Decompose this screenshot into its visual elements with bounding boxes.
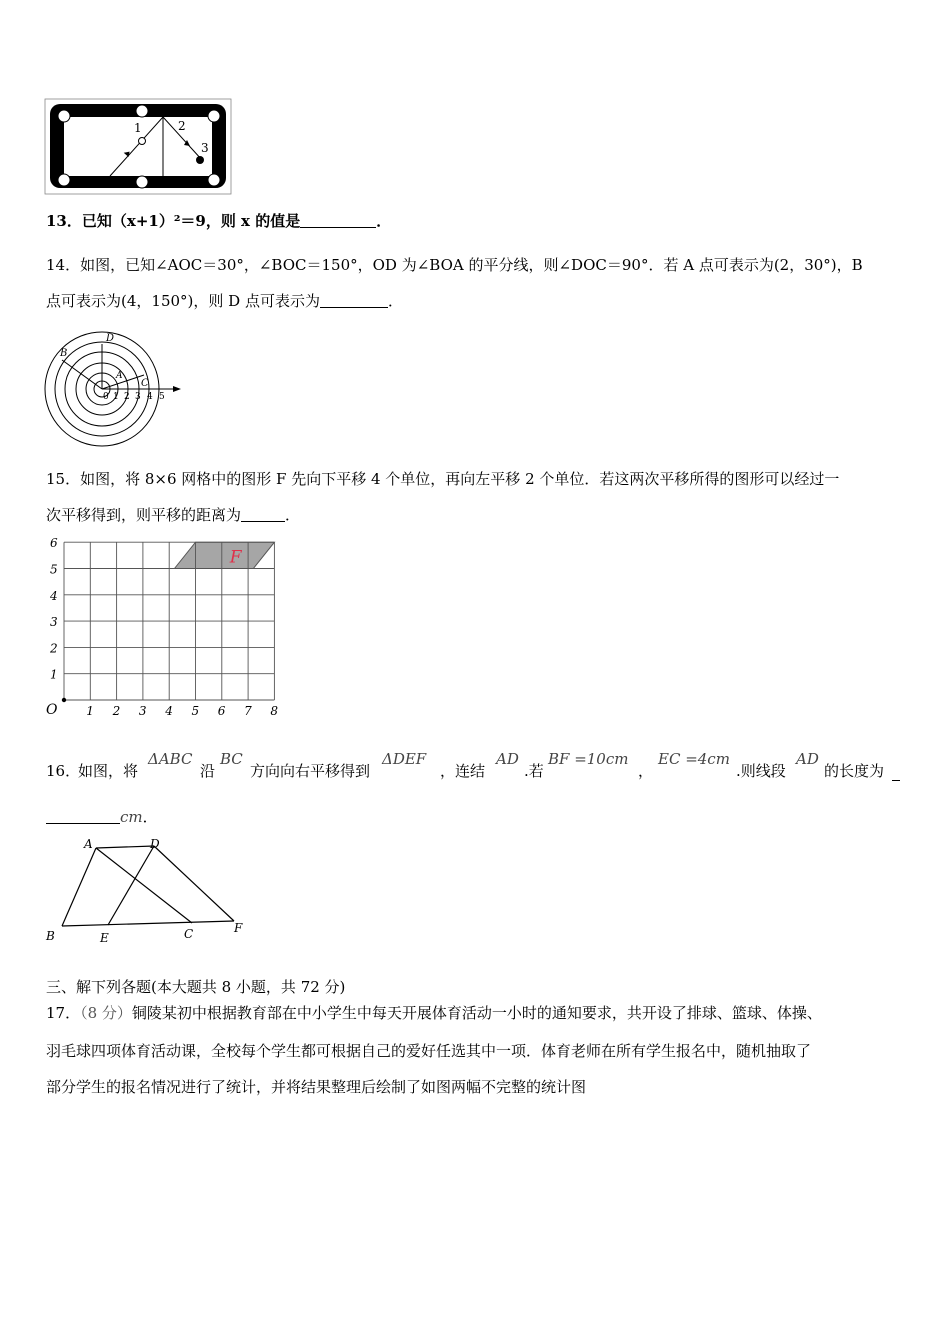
- billiard-table-figure: [44, 98, 234, 196]
- angle-label-1: 1: [134, 121, 142, 135]
- vertex-label-a: A: [84, 837, 93, 851]
- y-tick-label: 2: [50, 641, 58, 656]
- axis-label-0: 0: [103, 392, 109, 402]
- x-tick-label: 1: [86, 704, 94, 718]
- vertex-label-c: C: [184, 927, 194, 941]
- y-tick-label: 3: [50, 615, 58, 630]
- x-tick-label: 4: [165, 704, 173, 718]
- triangle-translation-figure: [44, 836, 254, 946]
- axis-label-5: 5: [159, 392, 165, 402]
- question-17-line-2: 羽毛球四项体育活动课，全校每个学生都可根据自己的爱好任选其中一项．体育老师在所有学生报名中，随机抽取了: [46, 1042, 812, 1060]
- shape-f: [174, 542, 274, 568]
- question-16-line-2: cm．: [46, 806, 158, 828]
- point-label-d: D: [106, 333, 115, 344]
- x-tick-label: 8: [270, 704, 279, 718]
- axis-label-2: 2: [124, 392, 130, 402]
- vertex-label-f: F: [234, 921, 243, 935]
- translation-grid-figure: [44, 532, 290, 720]
- axis-label-3: 3: [135, 392, 141, 402]
- question-15-line-2: 次平移得到，则平移的距离为 ．: [46, 506, 301, 524]
- question-17-line-3: 部分学生的报名情况进行了统计，并将结果整理后绘制了如图两幅不完整的统计图: [46, 1078, 587, 1096]
- angle-label-3: 3: [201, 141, 209, 155]
- x-tick-label: 6: [217, 704, 226, 718]
- vertex-label-e: E: [100, 931, 109, 945]
- answer-blank-start: [892, 764, 900, 781]
- x-tick-label: 2: [112, 704, 121, 718]
- shape-f-label: F: [229, 547, 242, 568]
- polar-coordinate-figure: [44, 330, 184, 448]
- point-label-a: A: [116, 371, 123, 381]
- y-tick-label: 6: [50, 536, 58, 551]
- origin-dot: [62, 698, 66, 702]
- y-tick-label: 5: [50, 562, 58, 577]
- answer-blank: [241, 505, 285, 522]
- y-tick-label: 4: [50, 588, 58, 603]
- question-13: 13．已知（x+1）²＝9，则 x 的值是 ．: [46, 212, 392, 230]
- point-label-b: B: [60, 348, 68, 359]
- answer-blank: [300, 211, 376, 228]
- point-label-c: C: [141, 378, 149, 389]
- axis-label-1: 1: [113, 392, 119, 402]
- y-tick-label: 1: [50, 667, 58, 682]
- x-tick-label: 5: [191, 704, 200, 718]
- question-14-line-2: 点可表示为(4，150°)，则 D 点可表示为 ．: [46, 292, 403, 310]
- question-17-line-1: 17．（8 分）铜陵某初中根据教育部在中小学生中每天开展体育活动一小时的通知要求，共开设了排球、篮球、体操、: [46, 1004, 822, 1022]
- question-14-line-1: 14．如图，已知∠AOC＝30°，∠BOC＝150°，OD 为∠BOA 的平分线，则∠DOC＝90°．若 A 点可表示为(2，30°)，B: [46, 256, 863, 274]
- x-tick-label: 3: [138, 704, 147, 718]
- section-3-title: 三、解下列各题(本大题共 8 小题，共 72 分): [46, 978, 346, 996]
- vertex-label-b: B: [46, 929, 55, 943]
- answer-blank: [46, 807, 120, 824]
- angle-label-2: 2: [178, 119, 186, 133]
- origin-label: O: [46, 702, 58, 718]
- axis-label-4: 4: [147, 392, 153, 402]
- answer-blank: [320, 291, 388, 308]
- vertex-label-d: D: [150, 837, 160, 851]
- x-tick-label: 7: [244, 704, 252, 718]
- question-15-line-1: 15．如图，将 8×6 网格中的图形 F 先向下平移 4 个单位，再向左平移 2 个单位．若这两次平移所得的图形可以经过一: [46, 470, 840, 488]
